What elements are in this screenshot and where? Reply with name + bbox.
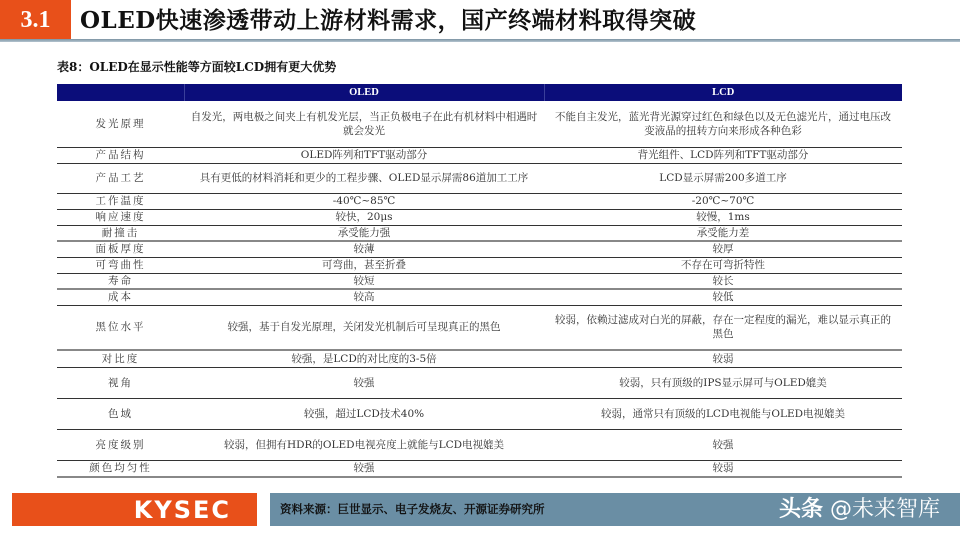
oled-cell: 较强，基于自发光原理，关闭发光机制后可呈现真正的黑色 <box>184 305 544 350</box>
comparison-table <box>57 84 902 478</box>
row-label: 成本 <box>57 289 184 305</box>
watermark-brand: 头条 <box>778 497 823 522</box>
lcd-cell: 不能自主发光，蓝光背光源穿过红色和绿色以及无色滤光片，通过电压改变液晶的扭转方向来形成各种色彩 <box>544 101 902 147</box>
row-label: 颜色均匀性 <box>57 460 184 477</box>
lcd-cell: 较弱 <box>544 460 902 477</box>
column-header-oled: OLED <box>184 84 544 101</box>
watermark-handle: @未来智库 <box>823 497 940 522</box>
table-row <box>57 367 902 398</box>
row-label: 耐撞击 <box>57 225 184 241</box>
oled-cell: 承受能力强 <box>184 225 544 241</box>
lcd-cell: 不存在可弯折特性 <box>544 257 902 273</box>
table-row <box>57 398 902 429</box>
oled-cell: 较弱，但拥有HDR的OLED电视亮度上就能与LCD电视媲美 <box>184 429 544 460</box>
row-label: 对比度 <box>57 350 184 367</box>
table-row <box>57 241 902 257</box>
table-row <box>57 460 902 477</box>
row-label: 黑位水平 <box>57 305 184 350</box>
column-header-attribute <box>57 84 184 101</box>
oled-cell: 较薄 <box>184 241 544 257</box>
table-row <box>57 147 902 163</box>
source-note: 资料来源：巨世显示、电子发烧友、开源证券研究所 <box>280 502 545 516</box>
oled-cell: 较短 <box>184 273 544 289</box>
watermark <box>779 493 940 526</box>
lcd-cell: -20℃~70℃ <box>544 193 902 209</box>
lcd-cell: 较慢，1ms <box>544 209 902 225</box>
lcd-cell: LCD显示屏需200多道工序 <box>544 163 902 193</box>
row-label: 可弯曲性 <box>57 257 184 273</box>
table-caption: 表8：OLED在显示性能等方面较LCD拥有更大优势 <box>57 60 337 74</box>
oled-cell: 可弯曲，甚至折叠 <box>184 257 544 273</box>
row-label: 视角 <box>57 367 184 398</box>
lcd-cell: 较弱，依赖过滤成对白光的屏蔽，存在一定程度的漏光，难以显示真正的黑色 <box>544 305 902 350</box>
section-number-badge: 3.1 <box>0 0 71 40</box>
row-label: 面板厚度 <box>57 241 184 257</box>
lcd-cell: 较弱 <box>544 350 902 367</box>
title-divider <box>0 39 960 42</box>
oled-cell: 较快，20μs <box>184 209 544 225</box>
table-row <box>57 225 902 241</box>
lcd-cell: 较弱，只有顶级的IPS显示屏可与OLED媲美 <box>544 367 902 398</box>
table-row <box>57 193 902 209</box>
oled-cell: 较强 <box>184 460 544 477</box>
row-label: 寿命 <box>57 273 184 289</box>
lcd-cell: 较厚 <box>544 241 902 257</box>
table-row <box>57 429 902 460</box>
row-label: 发光原理 <box>57 101 184 147</box>
row-label: 产品结构 <box>57 147 184 163</box>
page-title: OLED快速渗透带动上游材料需求，国产终端材料取得突破 <box>80 7 697 34</box>
lcd-cell: 承受能力差 <box>544 225 902 241</box>
table-row <box>57 273 902 289</box>
oled-cell: 较强，是LCD的对比度的3-5倍 <box>184 350 544 367</box>
table-row <box>57 305 902 350</box>
lcd-cell: 较弱，通常只有顶级的LCD电视能与OLED电视媲美 <box>544 398 902 429</box>
table-row <box>57 289 902 305</box>
row-label: 亮度级别 <box>57 429 184 460</box>
table-row <box>57 257 902 273</box>
oled-cell: 较强，超过LCD技术40% <box>184 398 544 429</box>
oled-cell: 自发光，两电极之间夹上有机发光层，当正负极电子在此有机材料中相遇时就会发光 <box>184 101 544 147</box>
oled-cell: -40℃~85℃ <box>184 193 544 209</box>
lcd-cell: 较长 <box>544 273 902 289</box>
oled-cell: 较高 <box>184 289 544 305</box>
table-row <box>57 350 902 367</box>
table-row <box>57 101 902 147</box>
column-header-lcd: LCD <box>544 84 902 101</box>
table-row <box>57 163 902 193</box>
row-label: 色域 <box>57 398 184 429</box>
kysec-logo: KYSEC <box>12 493 257 526</box>
oled-cell: 具有更低的材料消耗和更少的工程步骤、OLED显示屏需86道加工工序 <box>184 163 544 193</box>
lcd-cell: 较低 <box>544 289 902 305</box>
oled-cell: OLED阵列和TFT驱动部分 <box>184 147 544 163</box>
table-row <box>57 209 902 225</box>
table-header-row <box>57 84 902 101</box>
oled-cell: 较强 <box>184 367 544 398</box>
row-label: 响应速度 <box>57 209 184 225</box>
lcd-cell: 较强 <box>544 429 902 460</box>
lcd-cell: 背光组件、LCD阵列和TFT驱动部分 <box>544 147 902 163</box>
row-label: 产品工艺 <box>57 163 184 193</box>
row-label: 工作温度 <box>57 193 184 209</box>
